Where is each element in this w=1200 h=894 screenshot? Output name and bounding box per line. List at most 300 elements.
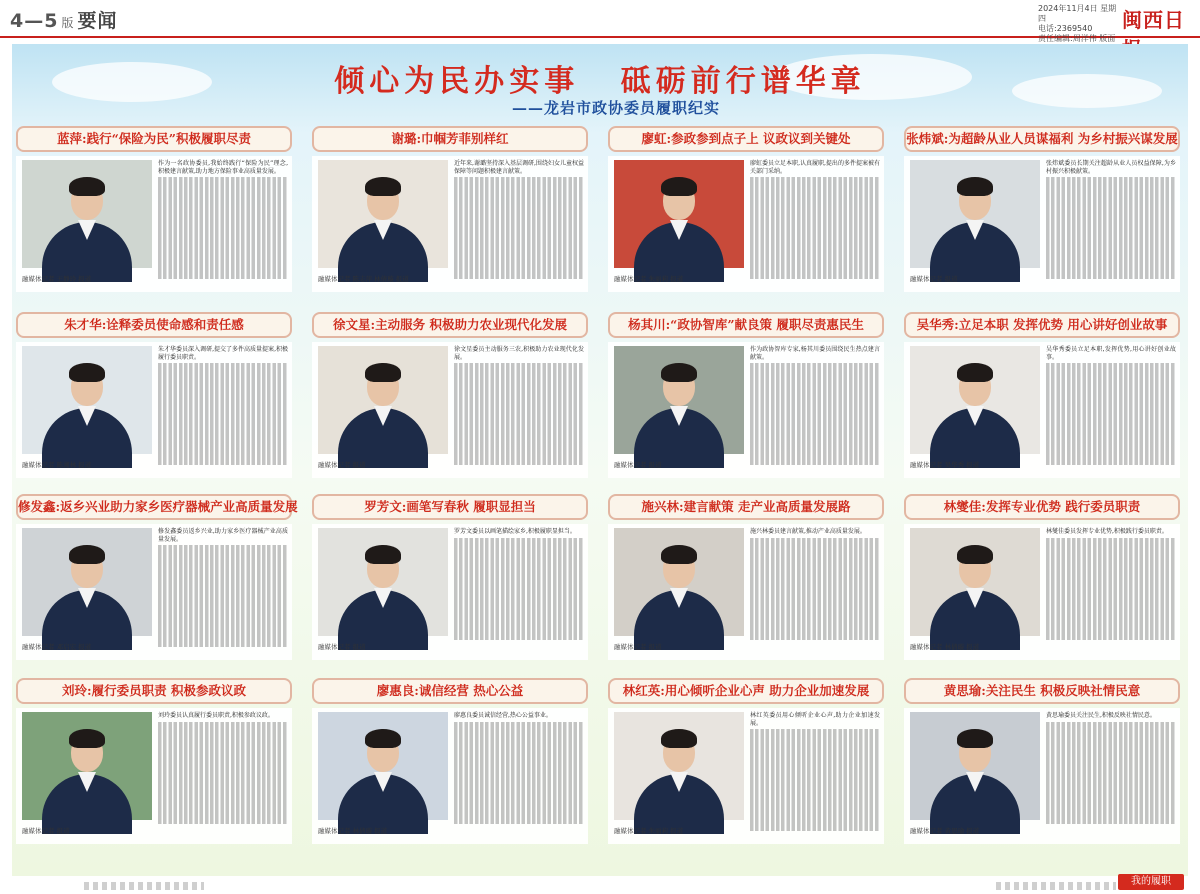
member-photo	[318, 160, 448, 268]
text-line	[454, 581, 584, 588]
text-line	[750, 378, 880, 385]
text-line	[454, 421, 584, 428]
text-line	[158, 589, 288, 596]
text-line	[750, 795, 880, 802]
text-line	[750, 538, 880, 545]
text-line	[1046, 625, 1176, 632]
text-line	[1046, 765, 1176, 772]
text-line	[158, 765, 288, 772]
member-photo	[910, 346, 1040, 454]
text-line	[1046, 751, 1176, 758]
text-line	[158, 206, 288, 213]
text-line	[1046, 802, 1176, 809]
text-line	[750, 206, 880, 213]
card-title: 刘玲:履行委员职责 积极参政议政	[16, 678, 292, 704]
text-line	[454, 272, 584, 279]
member-profile-card	[608, 494, 884, 660]
text-line	[158, 257, 288, 264]
photo-caption: 融媒体记者 林倩璇 报道	[318, 827, 388, 835]
text-line	[158, 392, 288, 399]
text-line	[158, 184, 288, 191]
member-profile-card	[16, 678, 292, 844]
text-line	[454, 773, 584, 780]
card-title: 林红英:用心倾听企业心声 助力企业加速发展	[608, 678, 884, 704]
person-hair	[69, 729, 105, 748]
page-number-value: 4—5	[10, 10, 59, 32]
text-line	[454, 407, 584, 414]
text-line	[454, 363, 584, 370]
editor-phone: 电话:2369540	[1038, 24, 1093, 33]
card-title: 修发鑫:返乡兴业助力家乡医疗器械产业高质量发展	[16, 494, 292, 520]
text-line	[454, 618, 584, 625]
text-line	[158, 633, 288, 640]
text-line	[750, 414, 880, 421]
text-line	[1046, 794, 1176, 801]
text-line	[454, 184, 584, 191]
page-suffix: 版	[61, 16, 75, 30]
article-text	[1046, 528, 1176, 656]
article-intro: 廖惠良委员诚信经营,热心公益事业。	[454, 712, 552, 719]
text-line	[454, 436, 584, 443]
member-profile-card	[608, 126, 884, 292]
text-line	[750, 370, 880, 377]
newspaper-logo: 闽西日	[1122, 8, 1185, 32]
text-line	[158, 780, 288, 787]
text-line	[158, 421, 288, 428]
card-body	[608, 342, 884, 478]
article-text	[158, 346, 288, 474]
photo-caption: 融媒体记者 报道	[22, 827, 70, 835]
text-line	[158, 802, 288, 809]
member-profile-card	[16, 312, 292, 478]
text-line	[454, 729, 584, 736]
text-line	[454, 206, 584, 213]
text-line	[1046, 736, 1176, 743]
text-line	[750, 765, 880, 772]
text-line	[454, 213, 584, 220]
article-intro: 修发鑫委员返乡兴业,助力家乡医疗器械产业高质量发展。	[158, 528, 288, 543]
issue-date: 2024年11月4日 星期四	[1038, 4, 1117, 23]
article-intro: 朱才华委员深入调研,提交了多件高质量提案,积极履行委员职责。	[158, 346, 288, 361]
text-line	[454, 780, 584, 787]
text-line	[750, 618, 880, 625]
text-line	[750, 184, 880, 191]
member-photo	[910, 528, 1040, 636]
card-body	[312, 708, 588, 844]
member-photo	[910, 160, 1040, 268]
member-photo	[318, 712, 448, 820]
article-text	[1046, 346, 1176, 474]
text-line	[1046, 722, 1176, 729]
photo-caption: 融媒体记者 林倩璇 报道	[910, 643, 980, 651]
member-photo	[614, 346, 744, 454]
text-line	[750, 451, 880, 458]
text-line	[1046, 787, 1176, 794]
text-line	[158, 552, 288, 559]
text-line	[750, 399, 880, 406]
text-line	[454, 736, 584, 743]
article-intro: 张炜斌委员长期关注超龄从业人员权益保障,为乡村振兴积极献策。	[1046, 160, 1176, 175]
member-profile-card	[312, 678, 588, 844]
card-body	[904, 156, 1180, 292]
article-intro: 作为政协智库专家,杨其川委员围绕民生热点建言献策。	[750, 346, 880, 361]
card-title: 黄思瑜:关注民生 积极反映社情民意	[904, 678, 1180, 704]
feature-panel	[12, 44, 1188, 887]
text-line	[1046, 589, 1176, 596]
card-body	[16, 708, 292, 844]
text-line	[1046, 559, 1176, 566]
text-line	[454, 610, 584, 617]
text-line	[750, 265, 880, 272]
text-line	[158, 177, 288, 184]
text-line	[750, 567, 880, 574]
member-photo	[318, 346, 448, 454]
text-line	[454, 228, 584, 235]
banner-subtitle: ——龙岩市政协委员履职纪实	[512, 99, 721, 117]
text-line	[1046, 603, 1176, 610]
text-line	[454, 243, 584, 250]
text-line	[158, 758, 288, 765]
text-line	[158, 213, 288, 220]
text-line	[750, 243, 880, 250]
text-line	[750, 574, 880, 581]
text-line	[750, 429, 880, 436]
article-text	[158, 712, 288, 840]
text-line	[454, 625, 584, 632]
text-line	[454, 392, 584, 399]
article-text	[454, 528, 584, 656]
text-line	[750, 213, 880, 220]
photo-caption: 融媒体记者 王静玲 报道	[22, 275, 92, 283]
text-line	[158, 736, 288, 743]
card-body	[608, 156, 884, 292]
text-line	[1046, 610, 1176, 617]
text-line	[750, 780, 880, 787]
text-line	[750, 596, 880, 603]
text-line	[454, 378, 584, 385]
text-line	[454, 443, 584, 450]
text-line	[158, 722, 288, 729]
text-line	[454, 199, 584, 206]
banner-title: 倾心为民办实事 砥砺前行谱华章	[334, 64, 866, 99]
card-title: 廖虹:参政参到点子上 议政议到关键处	[608, 126, 884, 152]
text-line	[1046, 451, 1176, 458]
text-line	[750, 363, 880, 370]
card-body	[312, 524, 588, 660]
text-line	[750, 407, 880, 414]
text-line	[1046, 184, 1176, 191]
photo-caption: 融媒体记者 邓启宏 报道	[22, 643, 92, 651]
text-line	[1046, 443, 1176, 450]
text-line	[1046, 250, 1176, 257]
photo-caption: 融媒体记者 朱丽莉 报道	[614, 827, 684, 835]
member-profile-card	[312, 312, 588, 478]
text-line	[454, 399, 584, 406]
footer-tag: 我的履职	[1118, 874, 1184, 890]
text-line	[158, 743, 288, 750]
text-line	[158, 773, 288, 780]
member-photo	[910, 712, 1040, 820]
article-intro: 施兴林委员建言献策,推动产业高质量发展。	[750, 528, 866, 535]
member-profile-card	[16, 494, 298, 660]
text-line	[1046, 243, 1176, 250]
text-line	[1046, 257, 1176, 264]
article-intro: 林燮佳委员发挥专业优势,积极践行委员职责。	[1046, 528, 1168, 535]
member-profile-card	[904, 494, 1180, 660]
article-intro: 罗芳文委员以画笔描绘家乡,积极履职显担当。	[454, 528, 576, 535]
card-body	[608, 708, 884, 844]
text-line	[454, 816, 584, 823]
text-line	[454, 451, 584, 458]
text-line	[158, 414, 288, 421]
text-line	[1046, 363, 1176, 370]
text-line	[750, 610, 880, 617]
card-title: 施兴林:建言献策 走产业高质量发展路	[608, 494, 884, 520]
card-body	[16, 524, 292, 660]
article-intro: 徐文星委员主动服务三农,积极助力农业现代化发展。	[454, 346, 584, 361]
article-text	[158, 528, 288, 656]
article-text	[750, 346, 880, 474]
text-line	[158, 625, 288, 632]
text-line	[1046, 773, 1176, 780]
text-line	[750, 228, 880, 235]
article-intro: 刘玲委员认真履行委员职责,积极参政议政。	[158, 712, 274, 719]
text-line	[750, 729, 880, 736]
card-body	[312, 156, 588, 292]
text-line	[454, 722, 584, 729]
text-line	[158, 385, 288, 392]
person-hair	[957, 545, 993, 564]
article-text	[750, 712, 880, 840]
text-line	[454, 794, 584, 801]
text-line	[750, 192, 880, 199]
text-line	[750, 443, 880, 450]
text-line	[158, 235, 288, 242]
text-line	[750, 736, 880, 743]
text-line	[1046, 567, 1176, 574]
person-hair	[365, 363, 401, 382]
text-line	[1046, 596, 1176, 603]
text-line	[1046, 265, 1176, 272]
text-line	[750, 744, 880, 751]
registration-marks	[84, 882, 204, 890]
text-line	[158, 265, 288, 272]
person-hair	[661, 177, 697, 196]
text-line	[1046, 370, 1176, 377]
text-line	[1046, 436, 1176, 443]
person-hair	[365, 177, 401, 196]
card-body	[904, 342, 1180, 478]
card-title: 廖惠良:诚信经营 热心公益	[312, 678, 588, 704]
member-profile-card	[608, 678, 884, 844]
text-line	[454, 458, 584, 465]
text-line	[454, 743, 584, 750]
text-line	[750, 257, 880, 264]
member-profile-card	[904, 312, 1180, 478]
card-body	[16, 156, 292, 292]
text-line	[158, 458, 288, 465]
text-line	[454, 809, 584, 816]
text-line	[1046, 206, 1176, 213]
text-line	[454, 802, 584, 809]
text-line	[750, 552, 880, 559]
photo-caption: 融媒体记者 陈志萍 林倩璇 报道	[318, 275, 409, 283]
person-hair	[365, 729, 401, 748]
text-line	[158, 228, 288, 235]
photo-caption: 融媒体记者 吴华秀 报道	[910, 461, 980, 469]
member-profile-card	[312, 126, 588, 292]
text-line	[1046, 574, 1176, 581]
person-hair	[365, 545, 401, 564]
person-hair	[661, 545, 697, 564]
text-line	[158, 729, 288, 736]
member-profile-card	[312, 494, 588, 660]
text-line	[158, 370, 288, 377]
text-line	[750, 603, 880, 610]
text-line	[1046, 399, 1176, 406]
card-title: 吴华秀:立足本职 发挥优势 用心讲好创业故事	[904, 312, 1180, 338]
text-line	[454, 567, 584, 574]
text-line	[454, 603, 584, 610]
text-line	[1046, 177, 1176, 184]
text-line	[454, 221, 584, 228]
text-line	[1046, 221, 1176, 228]
member-profile-card	[904, 126, 1180, 292]
person-hair	[69, 363, 105, 382]
article-intro: 廖虹委员立足本职,认真履职,提出的多件提案被有关部门采纳。	[750, 160, 880, 175]
text-line	[750, 751, 880, 758]
text-line	[1046, 632, 1176, 639]
text-line	[1046, 228, 1176, 235]
photo-caption: 融媒体记者 报道	[318, 461, 366, 469]
text-line	[454, 538, 584, 545]
text-line	[1046, 392, 1176, 399]
text-line	[454, 574, 584, 581]
text-line	[750, 545, 880, 552]
article-intro: 近年来,谢璐坚持深入基层调研,围绕妇女儿童权益保障等问题积极建言献策。	[454, 160, 584, 175]
text-line	[454, 596, 584, 603]
text-line	[158, 192, 288, 199]
text-line	[1046, 545, 1176, 552]
text-line	[1046, 378, 1176, 385]
text-line	[454, 429, 584, 436]
text-line	[1046, 743, 1176, 750]
text-line	[158, 574, 288, 581]
text-line	[158, 378, 288, 385]
person-hair	[661, 729, 697, 748]
masthead	[0, 0, 1200, 43]
article-text	[750, 160, 880, 288]
text-line	[750, 421, 880, 428]
text-line	[158, 581, 288, 588]
text-line	[454, 265, 584, 272]
text-line	[158, 250, 288, 257]
registration-marks	[996, 882, 1116, 890]
text-line	[750, 802, 880, 809]
text-line	[454, 177, 584, 184]
text-line	[1046, 552, 1176, 559]
text-line	[750, 625, 880, 632]
text-line	[158, 443, 288, 450]
card-body	[16, 342, 292, 478]
text-line	[158, 596, 288, 603]
person-hair	[69, 177, 105, 196]
text-line	[454, 385, 584, 392]
text-line	[750, 458, 880, 465]
text-line	[454, 545, 584, 552]
text-line	[1046, 581, 1176, 588]
text-line	[454, 787, 584, 794]
text-line	[1046, 213, 1176, 220]
card-title: 徐文星:主动服务 积极助力农业现代化发展	[312, 312, 588, 338]
section-name: 要闻	[77, 10, 118, 32]
card-title: 蓝萍:践行“保险为民”积极履职尽责	[16, 126, 292, 152]
text-line	[158, 436, 288, 443]
text-line	[158, 451, 288, 458]
text-line	[158, 567, 288, 574]
text-line	[158, 640, 288, 647]
text-line	[454, 751, 584, 758]
text-line	[750, 824, 880, 831]
text-line	[158, 809, 288, 816]
person-hair	[957, 729, 993, 748]
article-text	[454, 160, 584, 288]
photo-caption: 融媒体记者 黄思瑜 报道	[910, 827, 980, 835]
article-intro: 黄思瑜委员关注民生,积极反映社情民意。	[1046, 712, 1156, 719]
text-line	[750, 235, 880, 242]
text-line	[158, 794, 288, 801]
member-photo	[318, 528, 448, 636]
person-hair	[957, 177, 993, 196]
text-line	[1046, 235, 1176, 242]
card-title: 朱才华:诠释委员使命感和责任感	[16, 312, 292, 338]
text-line	[158, 603, 288, 610]
text-line	[454, 192, 584, 199]
member-profile-card	[904, 678, 1180, 844]
text-line	[1046, 538, 1176, 545]
member-profile-card	[608, 312, 884, 478]
photo-caption: 融媒体记者 报道	[318, 643, 366, 651]
text-line	[1046, 385, 1176, 392]
member-photo	[22, 160, 152, 268]
text-line	[1046, 407, 1176, 414]
card-body	[312, 342, 588, 478]
text-line	[158, 816, 288, 823]
text-line	[750, 250, 880, 257]
text-line	[750, 385, 880, 392]
article-text	[1046, 160, 1176, 288]
text-line	[158, 399, 288, 406]
text-line	[1046, 429, 1176, 436]
member-photo	[22, 346, 152, 454]
text-line	[750, 787, 880, 794]
text-line	[158, 560, 288, 567]
card-body	[904, 524, 1180, 660]
article-intro: 林红英委员用心倾听企业心声,助力企业加速发展。	[750, 712, 880, 727]
member-photo	[22, 712, 152, 820]
text-line	[454, 589, 584, 596]
text-line	[750, 589, 880, 596]
text-line	[750, 177, 880, 184]
page-number	[10, 6, 117, 33]
article-text	[454, 712, 584, 840]
text-line	[158, 545, 288, 552]
text-line	[750, 272, 880, 279]
text-line	[158, 618, 288, 625]
card-title: 杨其川:“政协智库”献良策 履职尽责惠民生	[608, 312, 884, 338]
member-photo	[614, 160, 744, 268]
text-line	[158, 243, 288, 250]
